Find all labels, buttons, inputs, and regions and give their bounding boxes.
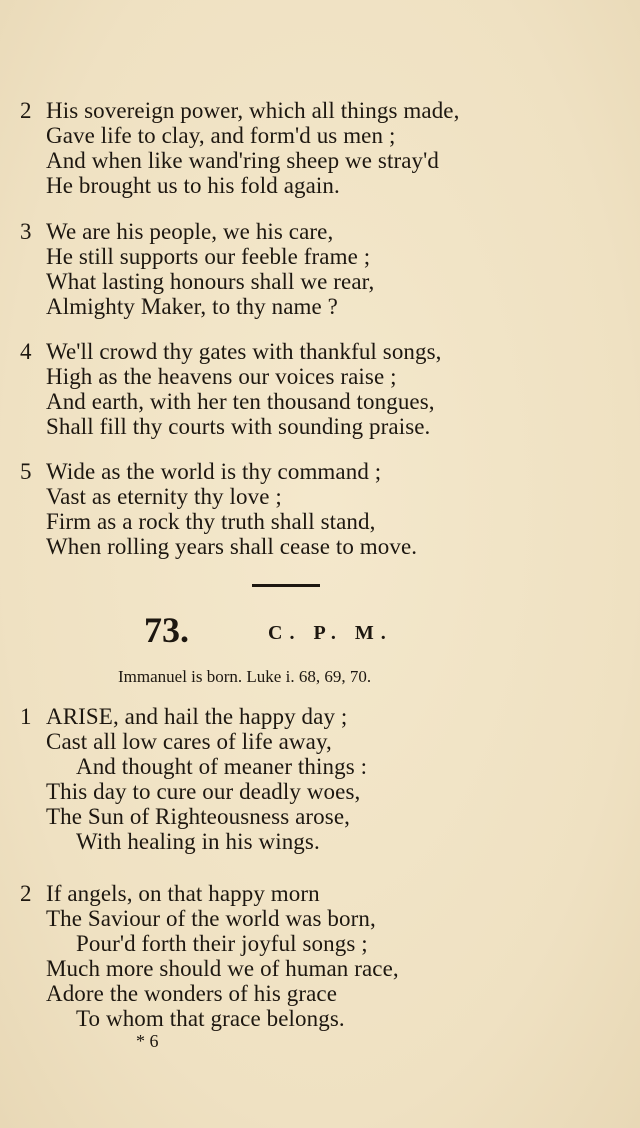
verse-line: Almighty Maker, to thy name ? [46,294,338,319]
verse-line: Adore the wonders of his grace [46,981,338,1006]
section-divider [252,584,320,587]
verse-line: This day to cure our deadly woes, [46,779,361,804]
verse-line: Much more should we of human race, [46,956,399,981]
verse-line: When rolling years shall cease to move. [46,534,418,559]
verse-line: Firm as a rock thy truth shall stand, [46,509,376,534]
verse-line: We'll crowd thy gates with thankful songs, [46,339,442,364]
verse-line: We are his people, we his care, [46,219,334,244]
verse-line: ARISE, and hail the happy day ; [46,704,348,729]
stanza-number: 1 [20,704,32,729]
verse-line: He still supports our feeble frame ; [46,244,371,269]
stanza-number: 5 [20,459,32,484]
verse-line: Wide as the world is thy command ; [46,459,382,484]
signature-mark: * 6 [136,1031,159,1051]
hymn-subtitle: Immanuel is born. Luke i. 68, 69, 70. [118,667,372,686]
verse-line: High as the heavens our voices raise ; [46,364,397,389]
verse-line: To whom that grace belongs. [76,1006,345,1031]
verse-line: And thought of meaner things : [76,754,368,779]
verse-line: Shall fill thy courts with sounding praise. [46,414,431,439]
stanza-number: 3 [20,219,32,244]
verse-line: Vast as eternity thy love ; [46,484,282,509]
verse-line: Gave life to clay, and form'd us men ; [46,123,396,148]
verse-line: With healing in his wings. [76,829,320,854]
stanza-number: 2 [20,881,32,906]
verse-line: The Sun of Righteousness arose, [46,804,350,829]
stanza-number: 2 [20,98,32,123]
verse-line: And earth, with her ten thousand tongues, [46,389,435,414]
verse-line: His sovereign power, which all things made, [46,98,460,123]
verse-line: The Saviour of the world was born, [46,906,376,931]
hymn-meter: C. P. M. [268,622,393,644]
verse-line: He brought us to his fold again. [46,173,340,198]
verse-line: Pour'd forth their joyful songs ; [76,931,368,956]
hymn-number: 73. [144,610,189,650]
verse-line: What lasting honours shall we rear, [46,269,375,294]
verse-line: And when like wand'ring sheep we stray'd [46,148,439,173]
verse-line: Cast all low cares of life away, [46,729,332,754]
stanza-number: 4 [20,339,32,364]
verse-line: If angels, on that happy morn [46,881,320,906]
